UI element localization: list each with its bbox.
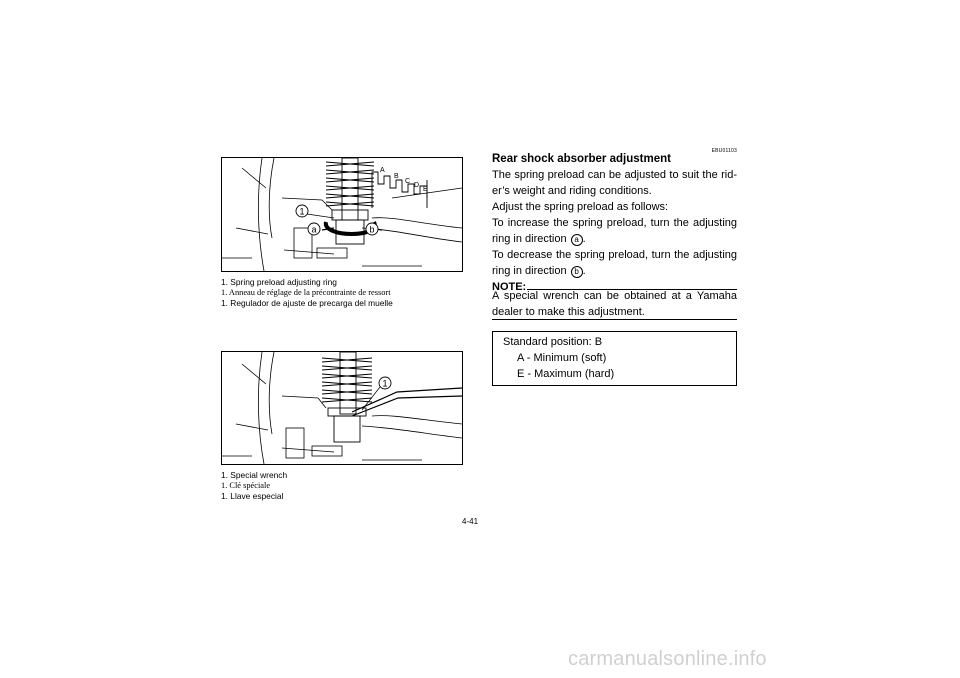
caption-es: 1. Llave especial [221, 491, 284, 502]
decrease-period: . [582, 265, 586, 277]
standard-position-box [492, 331, 737, 386]
callout-E: E [423, 186, 428, 193]
minimum-position: A - Minimum (soft) [517, 352, 607, 364]
note-label: NOTE: [492, 281, 527, 293]
figure2-captions [221, 470, 287, 502]
note-text: A special wrench can be obtained at a Yamaha dealer to make this adjustment. [492, 290, 737, 318]
special-wrench-illustration [222, 352, 462, 464]
callout-A: A [380, 167, 385, 174]
watermark: carmanualsonline.info [568, 648, 767, 670]
standard-position: Standard position: B [503, 336, 603, 348]
increase-period: . [582, 233, 586, 245]
decrease-text: To decrease the spring preload, turn the adjusting ring in direction [492, 249, 737, 277]
page-number: 4-41 [462, 517, 479, 526]
callout-1: 1 [299, 206, 305, 217]
caption-fr: 1. Clé spéciale [221, 480, 271, 490]
figure1-captions [221, 277, 393, 309]
section-heading: Rear shock absorber adjustment [492, 153, 671, 165]
callout-b: b [369, 224, 375, 235]
caption-fr: 1. Anneau de réglage de la précontrainte de ressort [221, 287, 391, 297]
caption-en: 1. Special wrench [221, 470, 288, 480]
shock-absorber-illustration [222, 158, 462, 271]
direction-b-symbol: b [571, 266, 583, 278]
paragraph-decrease [492, 247, 737, 279]
callout-D: D [414, 182, 420, 189]
paragraph-intro: The spring preload can be adjusted to suit the rid-er’s weight and riding conditions. [492, 169, 737, 197]
paragraph-increase [492, 215, 737, 247]
maximum-position: E - Maximum (hard) [517, 368, 615, 380]
callout-1: 1 [382, 378, 388, 389]
figure-spring-preload [221, 157, 463, 272]
increase-text: To increase the spring preload, turn the adjusting ring in direction [492, 217, 737, 245]
caption-en: 1. Spring preload adjusting ring [221, 277, 337, 287]
reference-code: EBU01103 [711, 148, 737, 154]
caption-es: 1. Regulador de ajuste de precarga del muelle [221, 298, 393, 309]
direction-a-symbol: a [571, 234, 583, 246]
paragraph-adjust: Adjust the spring preload as follows: [492, 201, 669, 213]
callout-C: C [405, 178, 411, 185]
callout-a: a [311, 224, 317, 235]
figure-special-wrench [221, 351, 463, 465]
note-end-rule [492, 319, 737, 320]
callout-B: B [394, 173, 399, 180]
